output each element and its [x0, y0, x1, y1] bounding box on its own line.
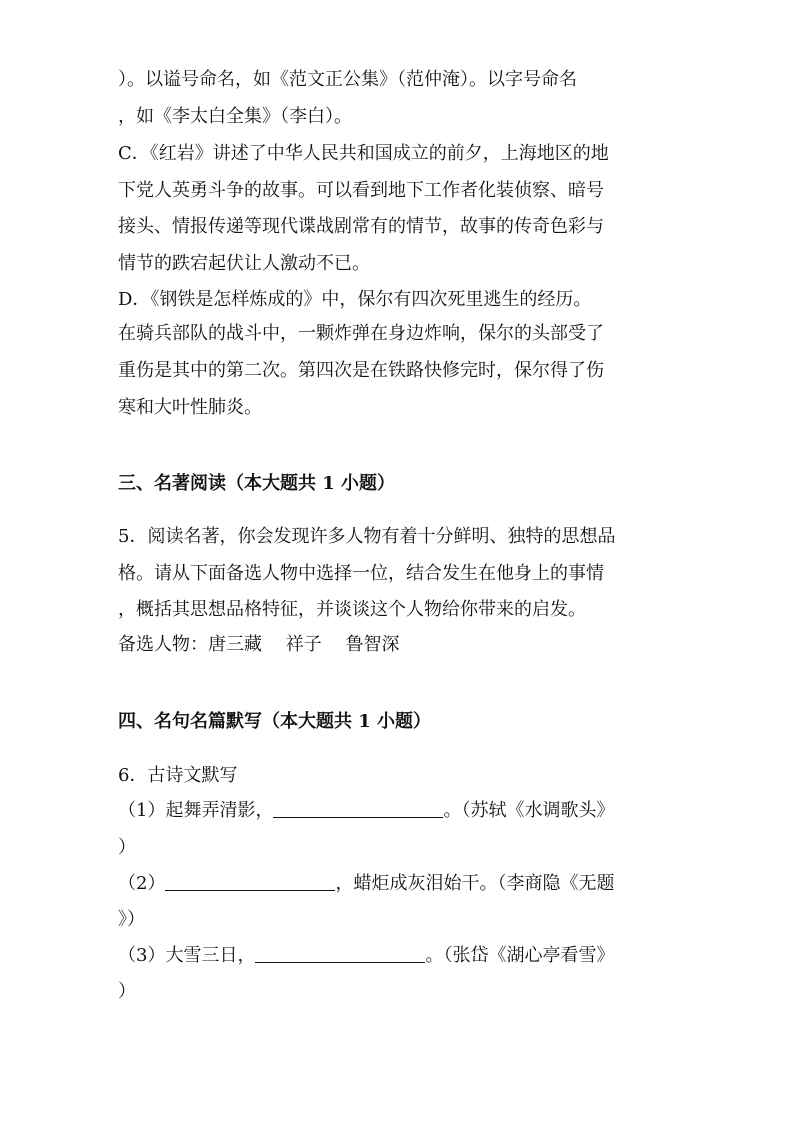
question-5-line-2: 格。请从下面备选人物中选择一位，结合发生在他身上的事情	[118, 563, 604, 584]
item-2-prefix: （2）	[118, 873, 166, 894]
section-3-heading: 三、名著阅读（本大题共 1 小题）	[118, 473, 396, 494]
fill-blank-1[interactable]	[273, 799, 443, 818]
question-5-line-3: ，概括其思想品格特征，并谈谈这个人物给你带来的启发。	[118, 599, 586, 620]
option-c-line-2: 下党人英勇斗争的故事。可以看到地下工作者化装侦察、暗号	[118, 180, 604, 201]
item-2-suffix: ，蜡炬成灰泪始干。（李商隐《无题	[335, 873, 615, 894]
option-c-line-3: 接头、情报传递等现代谍战剧常有的情节，故事的传奇色彩与	[118, 216, 604, 237]
option-b-line-2: ，如《李太白全集》（李白）。	[118, 106, 352, 127]
option-b-line-1: ）。以谥号命名，如《范文正公集》（范仲淹）。以字号命名	[118, 69, 577, 90]
item-1-prefix: （1）起舞弄清影，	[118, 800, 274, 821]
option-d-line-3: 重伤是其中的第二次。第四次是在铁路快修完时，保尔得了伤	[118, 360, 604, 381]
fill-blank-3[interactable]	[255, 944, 425, 963]
item-1-suffix: 。（苏轼《水调歌头》	[443, 800, 615, 821]
item-3-suffix: 。（张岱《湖心亭看雪》	[425, 945, 615, 966]
recitation-item-3	[118, 944, 614, 968]
option-c-line-4: 情节的跌宕起伏让人激动不已。	[118, 253, 370, 274]
item-2-wrap: 》）	[118, 909, 145, 930]
recitation-item-2	[118, 872, 614, 896]
option-c-line-1: C．《红岩》讲述了中华人民共和国成立的前夕，上海地区的地	[118, 143, 609, 164]
option-d-line-1: D．《钢铁是怎样炼成的》中，保尔有四次死里逃生的经历。	[118, 289, 592, 310]
question-6-title: 6．古诗文默写	[118, 765, 238, 786]
question-5-line-1: 5．阅读名著，你会发现许多人物有着十分鲜明、独特的思想品	[118, 526, 616, 547]
fill-blank-2[interactable]	[165, 872, 335, 891]
item-3-wrap: ）	[118, 981, 136, 1002]
recitation-item-1	[118, 799, 614, 823]
section-4-heading: 四、名句名篇默写（本大题共 1 小题）	[118, 711, 432, 732]
item-1-wrap: ）	[118, 837, 136, 858]
item-3-prefix: （3）大雪三日，	[118, 945, 256, 966]
candidate-characters: 备选人物：唐三藏 祥子 鲁智深	[118, 634, 400, 655]
option-d-line-4: 寒和大叶性肺炎。	[118, 397, 262, 418]
option-d-line-2: 在骑兵部队的战斗中，一颗炸弹在身边炸响，保尔的头部受了	[118, 323, 604, 344]
